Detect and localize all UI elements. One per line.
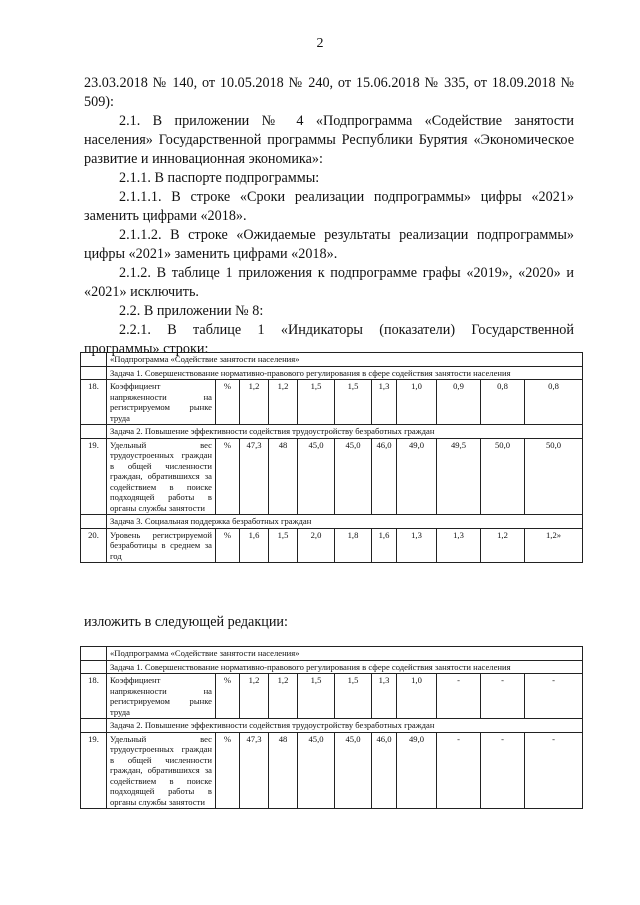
value-cell: 45,0 bbox=[298, 438, 335, 515]
indicator-name: Удельный вес трудоустроенных граждан в общей численности граждан, обратившихся за содействием в поиске подходящей работы в органы службы занятости bbox=[107, 438, 216, 515]
value-cell: 50,0 bbox=[525, 438, 583, 515]
page-number: 2 bbox=[316, 36, 324, 51]
value-cell: 1,0 bbox=[397, 674, 437, 719]
value-cell: 2,0 bbox=[298, 528, 335, 563]
indicator-name: Удельный вес трудоустроенных граждан в общей численности граждан, обратившихся за содействием в поиске подходящей работы в органы службы занятости bbox=[107, 732, 216, 809]
value-cell: 47,3 bbox=[240, 732, 269, 809]
table-row bbox=[81, 674, 583, 719]
row-number: 19. bbox=[81, 732, 107, 809]
table-subprogram-header: «Подпрограмма «Содействие занятости населения» bbox=[107, 647, 583, 661]
value-cell: 1,5 bbox=[335, 674, 372, 719]
value-cell: 45,0 bbox=[335, 438, 372, 515]
value-cell: 1,2 bbox=[240, 674, 269, 719]
table-task-3: Задача 3. Социальная поддержка безработных граждан bbox=[107, 515, 583, 529]
indicators-table-old bbox=[80, 352, 583, 563]
table-task-1: Задача 1. Совершенствование нормативно-правового регулирования в сфере содействия занятости населения bbox=[107, 660, 583, 674]
table-cell bbox=[81, 425, 107, 439]
value-cell: 1,2 bbox=[269, 674, 298, 719]
row-number: 19. bbox=[81, 438, 107, 515]
unit-cell: % bbox=[216, 732, 240, 809]
table-row bbox=[81, 380, 583, 425]
intro-line-2: 2.1. В приложении № 4 «Подпрограмма «Содействие занятости населения» Государственной программы Республики Бурятия «Экономическое развитие и инновационная экономика»: bbox=[84, 113, 574, 167]
value-cell: 1,5 bbox=[298, 674, 335, 719]
value-cell: 1,3 bbox=[372, 674, 397, 719]
value-cell: 46,0 bbox=[372, 438, 397, 515]
row-number: 18. bbox=[81, 380, 107, 425]
value-cell: - bbox=[437, 674, 481, 719]
value-cell: 1,5 bbox=[335, 380, 372, 425]
value-cell: 49,0 bbox=[397, 438, 437, 515]
value-cell: 1,2 bbox=[240, 380, 269, 425]
value-cell: 48 bbox=[269, 438, 298, 515]
unit-cell: % bbox=[216, 674, 240, 719]
value-cell: 47,3 bbox=[240, 438, 269, 515]
value-cell: - bbox=[481, 732, 525, 809]
table-cell bbox=[81, 366, 107, 380]
value-cell: 49,0 bbox=[397, 732, 437, 809]
table-task-2: Задача 2. Повышение эффективности содействия трудоустройству безработных граждан bbox=[107, 719, 583, 733]
value-cell: 1,3 bbox=[397, 528, 437, 563]
intro-line-3: 2.1.1. В паспорте подпрограммы: bbox=[119, 170, 320, 186]
value-cell: 50,0 bbox=[481, 438, 525, 515]
value-cell: 1,0 bbox=[397, 380, 437, 425]
value-cell: 1,5 bbox=[298, 380, 335, 425]
table-task-2: Задача 2. Повышение эффективности содействия трудоустройству безработных граждан bbox=[107, 425, 583, 439]
value-cell: 1,6 bbox=[240, 528, 269, 563]
intro-line-1: 23.03.2018 № 140, от 10.05.2018 № 240, от 15.06.2018 № 335, от 18.09.2018 № 509): bbox=[84, 75, 574, 110]
indicators-table-new bbox=[80, 646, 583, 809]
unit-cell: % bbox=[216, 380, 240, 425]
intro-line-8: 2.2.1. В таблице 1 «Индикаторы (показатели) Государственной программы» строки: bbox=[84, 322, 574, 357]
value-cell: 45,0 bbox=[335, 732, 372, 809]
intro-line-5: 2.1.1.2. В строке «Ожидаемые результаты реализации подпрограммы» цифры «2021» заменить цифрами «2018». bbox=[84, 227, 574, 262]
value-cell: 1,2 bbox=[269, 380, 298, 425]
value-cell: - bbox=[481, 674, 525, 719]
value-cell: 1,8 bbox=[335, 528, 372, 563]
table-cell bbox=[81, 660, 107, 674]
value-cell: 1,5 bbox=[269, 528, 298, 563]
indicator-name: Коэффициент напряженности на регистрируемом рынке труда bbox=[107, 674, 216, 719]
value-cell: - bbox=[525, 674, 583, 719]
table-cell bbox=[81, 719, 107, 733]
value-cell: 0,8 bbox=[525, 380, 583, 425]
table-subprogram-header: «Подпрограмма «Содействие занятости населения» bbox=[107, 353, 583, 367]
table-row bbox=[81, 438, 583, 515]
unit-cell: % bbox=[216, 528, 240, 563]
value-cell: 0,9 bbox=[437, 380, 481, 425]
table-task-1: Задача 1. Совершенствование нормативно-правового регулирования в сфере содействия занятости населения bbox=[107, 366, 583, 380]
value-cell: 0,8 bbox=[481, 380, 525, 425]
indicator-name: Коэффициент напряженности на регистрируемом рынке труда bbox=[107, 380, 216, 425]
value-cell: 48 bbox=[269, 732, 298, 809]
value-cell: 1,3 bbox=[437, 528, 481, 563]
value-cell: - bbox=[437, 732, 481, 809]
value-cell: 45,0 bbox=[298, 732, 335, 809]
unit-cell: % bbox=[216, 438, 240, 515]
intro-line-4: 2.1.1.1. В строке «Сроки реализации подпрограммы» цифры «2021» заменить цифрами «2018». bbox=[84, 189, 574, 224]
value-cell: 1,6 bbox=[372, 528, 397, 563]
intro-line-7: 2.2. В приложении № 8: bbox=[119, 303, 264, 319]
mid-text: изложить в следующей редакции: bbox=[84, 614, 288, 630]
value-cell: 49,5 bbox=[437, 438, 481, 515]
table-cell bbox=[81, 515, 107, 529]
value-cell: 1,2 bbox=[481, 528, 525, 563]
table-cell bbox=[81, 647, 107, 661]
intro-line-6: 2.1.2. В таблице 1 приложения к подпрограмме графы «2019», «2020» и «2021» исключить. bbox=[84, 265, 574, 300]
table-cell bbox=[81, 353, 107, 367]
row-number: 20. bbox=[81, 528, 107, 563]
indicator-name: Уровень регистрируемой безработицы в среднем за год bbox=[107, 528, 216, 563]
value-cell: - bbox=[525, 732, 583, 809]
value-cell: 1,3 bbox=[372, 380, 397, 425]
table-row bbox=[81, 732, 583, 809]
value-cell: 46,0 bbox=[372, 732, 397, 809]
row-number: 18. bbox=[81, 674, 107, 719]
value-cell: 1,2» bbox=[525, 528, 583, 563]
table-row bbox=[81, 528, 583, 563]
